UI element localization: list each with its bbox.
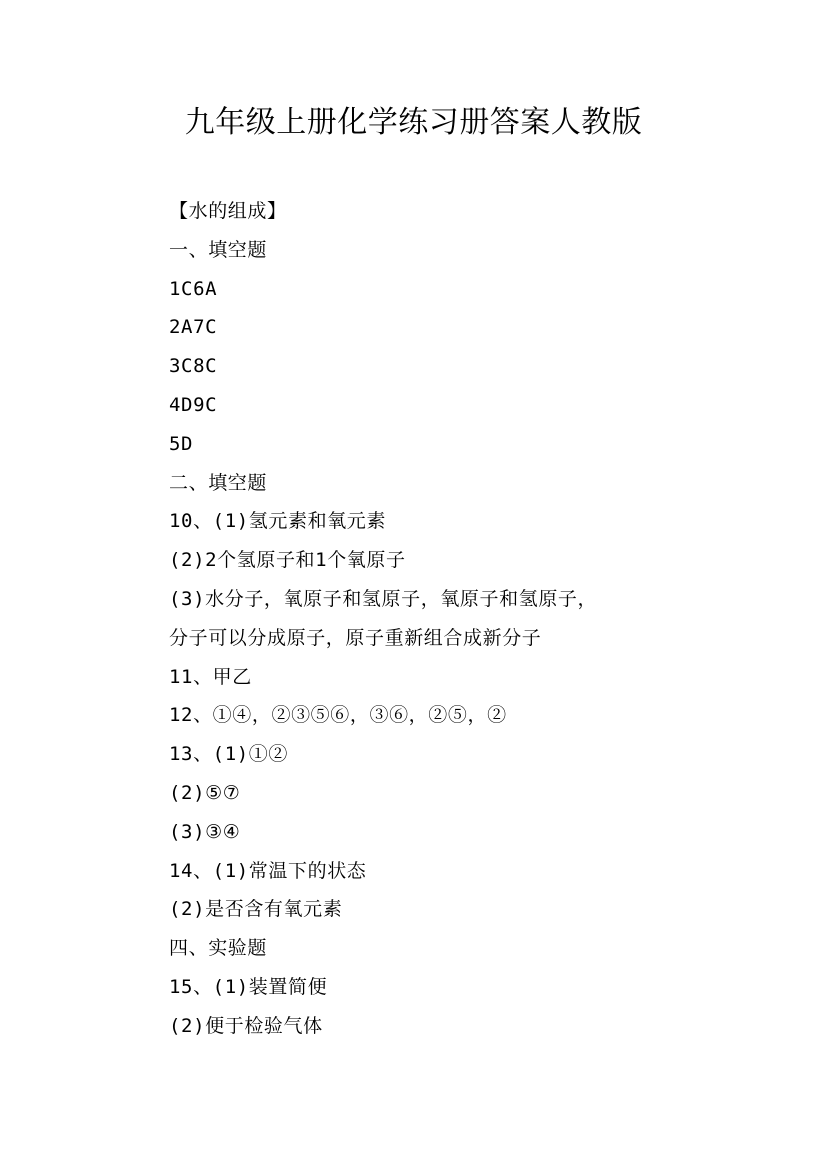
part-heading: 一、填空题 [169,238,268,261]
answer-line: (3)水分子，氧原子和氢原子，氧原子和氢原子， [169,587,598,610]
answer-line: 10、(1)氢元素和氧元素 [169,510,386,533]
answer-line: 15、(1)装置简便 [169,975,328,998]
answer-line: (2)2个氢原子和1个氧原子 [169,549,406,572]
answer-line: 1C6A [169,277,218,300]
part-heading: 二、填空题 [169,471,268,494]
answer-line: 分子可以分成原子，原子重新组合成新分子 [169,626,542,649]
answer-line: 14、(1)常温下的状态 [169,859,367,882]
answer-list [169,192,729,1046]
answer-line: 4D9C [169,393,218,416]
answer-line: (2)⑤⑦ [169,781,241,804]
section-heading: 【水的组成】 [169,200,287,222]
document-title: 九年级上册化学练习册答案人教版 [184,105,643,140]
answer-line: 2A7C [169,316,218,339]
answer-line: 3C8C [169,355,218,378]
answer-line: (2)是否含有氧元素 [169,898,343,921]
part-heading: 四、实验题 [169,937,268,960]
answer-line: 5D [169,432,194,455]
answer-line: (2)便于检验气体 [169,1014,323,1037]
answer-line: 13、(1)①② [169,743,288,766]
answer-line: 11、甲乙 [169,665,252,688]
answer-line: 12、①④，②③⑤⑥，③⑥，②⑤，② [169,704,507,727]
answer-line: (3)③④ [169,820,241,843]
